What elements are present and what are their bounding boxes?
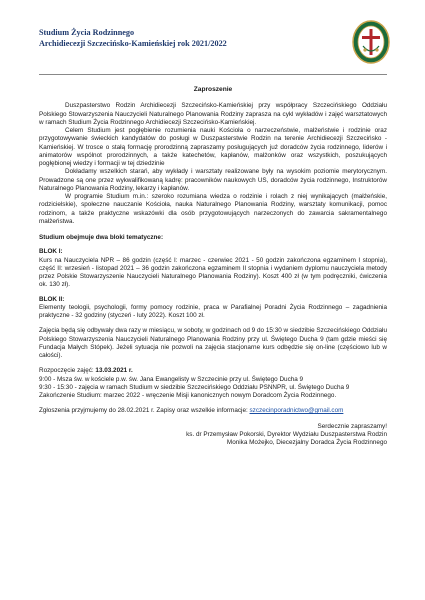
document-header	[39, 28, 339, 49]
start-detail-1: 9:00 - Msza św. w kościele p.w. św. Jana Ewangelisty w Szczecinie przy ul. Świętego Ducha 9	[39, 375, 304, 383]
signature-greeting: Serdecznie zapraszamy!	[317, 422, 387, 430]
start-date: 13.03.2021 r.	[95, 367, 133, 375]
schedule-paragraph: Zajęcia będą się odbywały dwa razy w miesiącu, w soboty, w godzinach od 9 do 15:30 w siedzibie Szczecińskiego Oddziału Polskiego Stowarzyszenia Nauczycieli Naturalnego Planowania Rodziny przy ul. Świętego Ducha 9 (tam gdzie mieści się Fundacja Małych Stópek). Jeżeli sytuacja nie pozwoli na zajęcia stacjonarne kurs odbędzie się on-line (częściowo lub w całości).	[39, 327, 387, 359]
blok-1-text: Kurs na Nauczyciela NPR – 86 godzin (część I: marzec - czerwiec 2021 - 50 godzin zakończona egzaminem I stopnia), część II: wrzesień - listopad 2021 – 36 godzin zakończona egzaminem II stopnia i wydaniem dyplomu nauczyciela metody przez Polskie Stowarzyszenie Nauczycieli Naturalnego Planowania Rodziny). Koszt 400 zł (w tym podręczniki, ćwiczenia ok. 130 zł).	[39, 256, 387, 289]
archdiocese-crest-icon	[352, 20, 390, 64]
registration-line	[39, 407, 387, 415]
document-body	[39, 86, 387, 447]
blok-2-text: Elementy teologii, psychologii, formy pomocy rodzinie, praca w Parafialnej Poradni Życia Rodzinnego – zagadnienia praktyczne - 32 godziny (styczeń - luty 2022). Koszt 100 zł.	[39, 303, 387, 319]
signature-line-2: Monika Możejko, Diecezjalny Doradca Życia Rodzinnego	[226, 439, 387, 446]
start-detail-3: Zakończenie Studium: marzec 2022 - wręczenie Misji kanonicznych nowym Doradcom Życia Rodzinnego.	[39, 392, 337, 399]
blok-1-title: BLOK I:	[39, 248, 63, 256]
registration-text: Zgłoszenia przyjmujemy do 28.02.2021 r. Zapisy oraz wszelkie informacje:	[39, 407, 250, 415]
intro-paragraph-1: Duszpasterstwo Rodzin Archidiecezji Szczecińsko-Kamieńskiej przy współpracy Szczecińskiego Oddziału Polskiego Stowarzyszenia Nauczycieli Naturalnego Planowania Rodziny zaprasza na cykl wykładów i zajęć warsztatowych w ramach Studium Życia Rodzinnego Archidiecezji Szczecińsko-Kamieńskiej.	[39, 102, 387, 126]
start-detail-2: 9:30 - 15:30 - zajęcia w ramach Studium w siedzibie Szczecińskiego Oddziału PSNNPR, ul. Świętego Ducha 9	[39, 383, 350, 391]
document-title: Zaproszenie	[193, 86, 233, 93]
contact-email-link[interactable]: szczecinporadnictwo@gmail.com	[249, 407, 344, 415]
start-label: Rozpoczęcie zajęć:	[39, 367, 96, 375]
intro-paragraph-2: Celem Studium jest pogłębienie rozumienia nauki Kościoła o narzeczeństwie, małżeństwie i rodzinie oraz przygotowywanie świeckich kandydatów do posługi w Duszpasterstwie Rodzin na terenie Archidiecezji Szczecińsko - Kamieńskiej. W trosce o stałą formację prorodzinną zapraszamy posługujących już doradców życia rodzinnego, liderów i animatorów wspólnot prorodzinnych, a także katechetów, kapłanów, małżonków oraz wszystkich, poszukujących pogłębionej wiedzy i formacji w tej dziedzinie	[39, 127, 387, 167]
header-divider	[39, 74, 387, 75]
intro-paragraph-4: W programie Studium m.in.: szeroko rozumiana wiedza o rodzinie i rolach z niej wynikających (małżeńskie, rodzicielskie), społeczne nauczanie Kościoła, nauka Naturalnego Planowania Rodziny, warsztaty komunikacji, pomoc rodzinom, a także praktyczne wskazówki dla osób przygotowujących narzeczonych do zawarcia sakramentalnego małżeństwa.	[39, 193, 387, 225]
header-line-1: Studium Życia Rodzinnego	[39, 28, 135, 37]
blok-2-title: BLOK II:	[39, 295, 65, 303]
start-date-line	[39, 367, 387, 375]
header-line-2: Archidiecezji Szczecińsko-Kamieńskiej rok 2021/2022	[39, 38, 227, 48]
blocks-heading: Studium obejmuje dwa bloki tematyczne:	[39, 234, 164, 241]
signature-line-1: ks. dr Przemysław Pokorski, Dyrektor Wydziału Duszpasterstwa Rodzin	[186, 430, 387, 438]
intro-paragraph-3: Dokładamy wszelkich starań, aby wykłady i warsztaty realizowane były na wysokim poziomie merytorycznym. Prowadzone są one przez wykwalifikowaną kadrę: pracowników naukowych US, doradców życia rodzinnego, Instruktorów Naturalnego Planowania Rodziny, lekarzy i kapłanów.	[39, 168, 387, 192]
